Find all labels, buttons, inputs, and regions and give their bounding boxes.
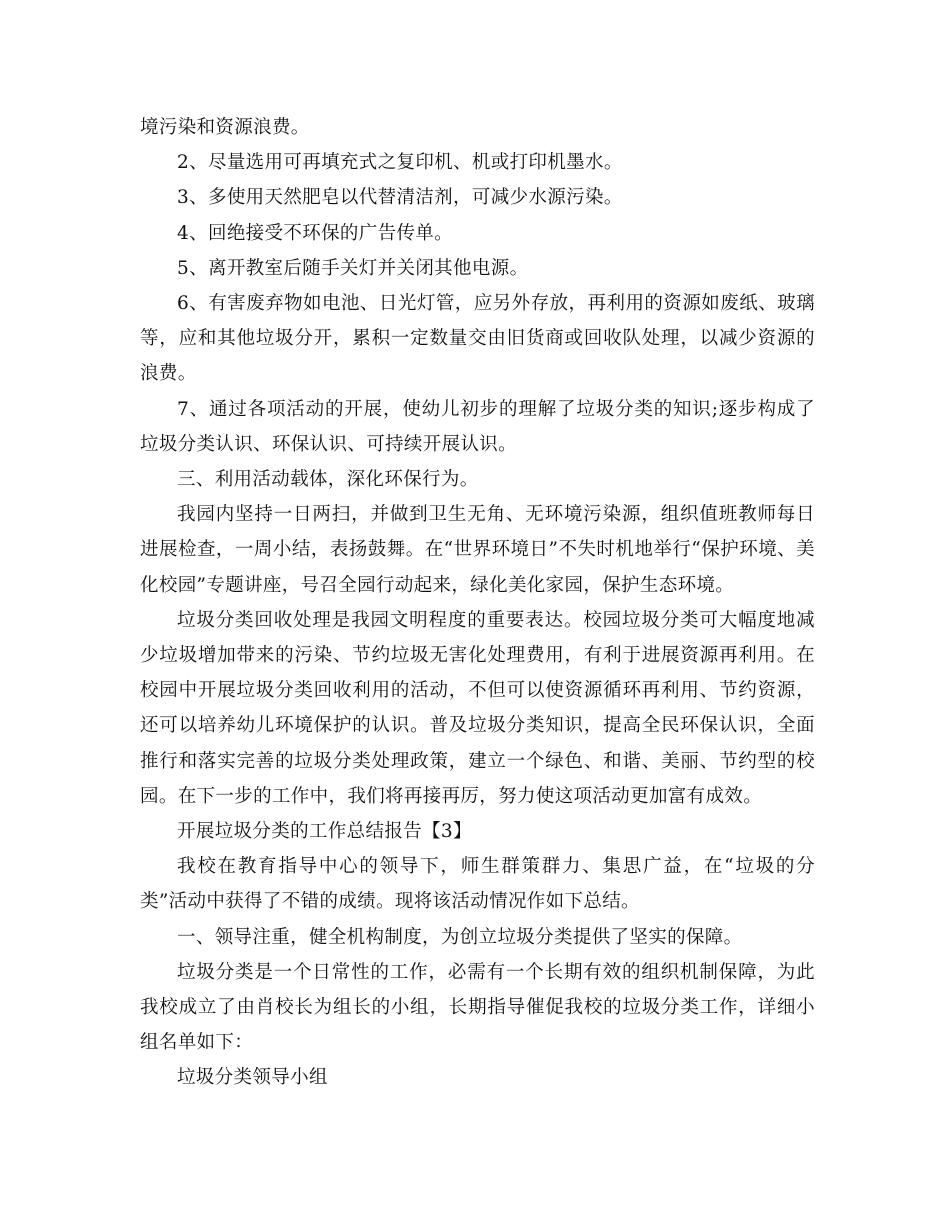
- group-title: 垃圾分类领导小组: [177, 1067, 328, 1089]
- section-heading: 三、利用活动载体，深化环保行为。: [177, 469, 479, 491]
- paragraph: 4、回绝接受不环保的广告传单。: [177, 222, 454, 244]
- section-heading: 一、领导注重，健全机构制度，为创立垃圾分类提供了坚实的保障。: [177, 926, 743, 948]
- paragraph: 我园内坚持一日两扫，并做到卫生无角、无环境污染源，组织值班教师每日进展检查，一周小结，表扬鼓舞。在“世界环境日”不失时机地举行“保护环境、美化校园”专题讲座，号召全园行动起来，绿化美化家园，保护生态环境。: [140, 504, 815, 596]
- paragraph: 我校在教育指导中心的领导下，师生群策群力、集思广益，在“垃圾的分类”活动中获得了不错的成绩。现将该活动情况作如下总结。: [140, 856, 815, 913]
- paragraph: 7、通过各项活动的开展，使幼儿初步的理解了垃圾分类的知识;逐步构成了垃圾分类认识、环保认识、可持续开展认识。: [140, 398, 815, 455]
- paragraph: 垃圾分类是一个日常性的工作，必需有一个长期有效的组织机制保障，为此我校成立了由肖校长为组长的小组，长期指导催促我校的垃圾分类工作，详细小组名单如下：: [140, 961, 815, 1054]
- paragraph: 3、多使用天然肥皂以代替清洁剂，可减少水源污染。: [177, 187, 623, 209]
- document-body: [140, 110, 815, 1096]
- paragraph: 境污染和资源浪费。: [140, 117, 310, 138]
- paragraph: 2、尽量选用可再填充式之复印机、机或打印机墨水。: [177, 152, 623, 174]
- paragraph: 垃圾分类回收处理是我园文明程度的重要表达。校园垃圾分类可大幅度地减少垃圾增加带来的污染、节约垃圾无害化处理费用，有利于进展资源再利用。在校园中开展垃圾分类回收利用的活动，不但可以使资源循环再利用、节约资源，还可以培养幼儿环境保护的认识。普及垃圾分类知识，提高全民环保认识，全面推行和落实完善的垃圾分类处理政策，建立一个绿色、和谐、美丽、节约型的校园。在下一步的工作中，我们将再接再厉，努力使这项活动更加富有成效。: [140, 609, 815, 807]
- report-title: 开展垃圾分类的工作总结报告【3】: [177, 821, 472, 843]
- paragraph: 5、离开教室后随手关灯并关闭其他电源。: [177, 257, 529, 279]
- paragraph: 6、有害废弃物如电池、日光灯管，应另外存放，再利用的资源如废纸、玻璃等，应和其他垃圾分开，累积一定数量交由旧货商或回收队处理，以减少资源的浪费。: [140, 293, 815, 385]
